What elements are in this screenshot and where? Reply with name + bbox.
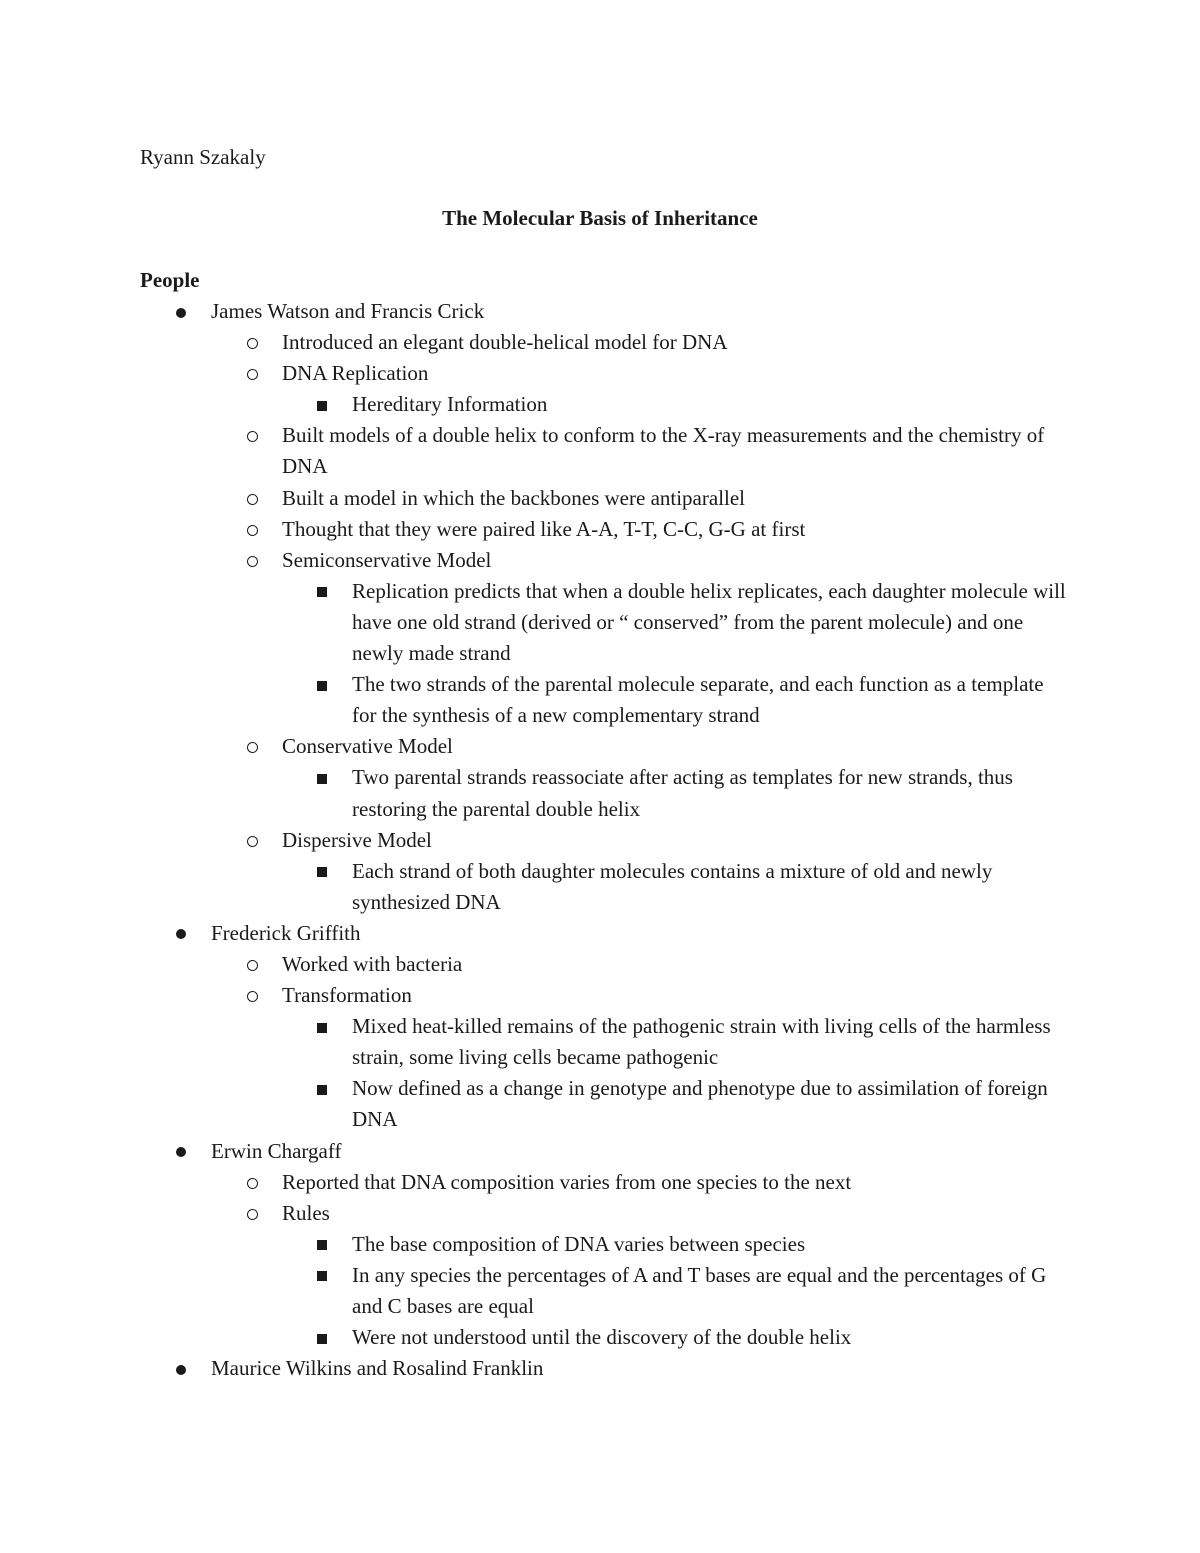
filled-square-bullet-icon [317, 762, 327, 793]
outline-item-level-2 [0, 358, 1072, 389]
document-title: The Molecular Basis of Inheritance [442, 206, 758, 230]
filled-square-bullet-icon [317, 576, 327, 607]
filled-square-bullet-icon [317, 1322, 327, 1353]
filled-circle-bullet-icon [176, 296, 186, 327]
outline-item-text: Worked with bacteria [282, 951, 463, 976]
outline-item-level-1 [0, 296, 1071, 327]
outline-item-text: Maurice Wilkins and Rosalind Franklin [211, 1356, 544, 1381]
outline-item-level-2 [0, 514, 1072, 545]
filled-square-bullet-icon [317, 1229, 327, 1260]
outline-item-level-3 [0, 1260, 1072, 1322]
outline-item-level-2 [0, 1167, 1072, 1198]
outline-item-text: The base composition of DNA varies between species [352, 1231, 806, 1256]
hollow-circle-bullet-icon [247, 327, 258, 358]
outline-item-level-1 [0, 1353, 1071, 1384]
outline-item-text: Frederick Griffith [211, 920, 361, 945]
hollow-circle-bullet-icon [247, 358, 258, 389]
notes-outline [0, 296, 1200, 1384]
filled-square-bullet-icon [317, 1073, 327, 1104]
hollow-circle-bullet-icon [247, 980, 258, 1011]
outline-item-level-2 [0, 545, 1072, 576]
outline-item-level-3 [0, 762, 1072, 824]
outline-item-level-3 [0, 1011, 1072, 1073]
filled-square-bullet-icon [317, 389, 327, 420]
filled-square-bullet-icon [317, 856, 327, 887]
hollow-circle-bullet-icon [247, 483, 258, 514]
outline-item-level-2 [0, 327, 1072, 358]
hollow-circle-bullet-icon [247, 545, 258, 576]
outline-item-level-2 [0, 949, 1072, 980]
outline-item-text: Two parental strands reassociate after acting as templates for new strands, thus restoring the parental double helix [352, 765, 1013, 821]
outline-item-level-2 [0, 1198, 1072, 1229]
outline-item-text: Conservative Model [282, 734, 453, 759]
outline-item-level-3 [0, 389, 1072, 420]
outline-item-text: Built a model in which the backbones were antiparallel [282, 485, 746, 510]
outline-item-level-1 [0, 1136, 1071, 1167]
outline-item-level-3 [0, 1322, 1072, 1353]
outline-item-level-2 [0, 731, 1072, 762]
hollow-circle-bullet-icon [247, 731, 258, 762]
outline-item-text: Hereditary Information [352, 392, 548, 417]
outline-item-level-3 [0, 669, 1072, 731]
hollow-circle-bullet-icon [247, 949, 258, 980]
outline-item-level-2 [0, 483, 1072, 514]
outline-item-text: Reported that DNA composition varies from one species to the next [282, 1169, 852, 1194]
outline-item-text: Now defined as a change in genotype and phenotype due to assimilation of foreign DNA [352, 1076, 1048, 1132]
outline-item-text: DNA Replication [282, 361, 429, 386]
author-name: Ryann Szakaly [140, 145, 266, 169]
outline-item-text: Were not understood until the discovery of the double helix [352, 1325, 852, 1350]
outline-item-level-3 [0, 1229, 1072, 1260]
outline-item-level-2 [0, 980, 1072, 1011]
outline-item-text: Erwin Chargaff [211, 1138, 342, 1163]
filled-square-bullet-icon [317, 1260, 327, 1291]
outline-item-text: Semiconservative Model [282, 547, 492, 572]
outline-item-text: Mixed heat-killed remains of the pathogenic strain with living cells of the harmless strain, some living cells became pathogenic [352, 1014, 1051, 1070]
hollow-circle-bullet-icon [247, 514, 258, 545]
hollow-circle-bullet-icon [247, 1167, 258, 1198]
outline-item-level-3 [0, 576, 1072, 669]
filled-square-bullet-icon [317, 669, 327, 700]
outline-item-text: Dispersive Model [282, 827, 432, 852]
hollow-circle-bullet-icon [247, 420, 258, 451]
outline-item-text: Each strand of both daughter molecules contains a mixture of old and newly synthesized DNA [352, 858, 993, 914]
outline-item-text: Replication predicts that when a double helix replicates, each daughter molecule will have one old strand (derived or “ conserved” from the parent molecule) and one newly made strand [352, 578, 1066, 666]
hollow-circle-bullet-icon [247, 1198, 258, 1229]
outline-item-level-1 [0, 918, 1071, 949]
hollow-circle-bullet-icon [247, 825, 258, 856]
outline-item-level-2 [0, 420, 1072, 482]
outline-item-text: In any species the percentages of A and T bases are equal and the percentages of G and C bases are equal [352, 1262, 1047, 1318]
filled-circle-bullet-icon [176, 1353, 186, 1384]
outline-item-text: Introduced an elegant double-helical model for DNA [282, 330, 728, 355]
filled-circle-bullet-icon [176, 1136, 186, 1167]
outline-item-text: Transformation [282, 983, 412, 1008]
outline-item-text: The two strands of the parental molecule separate, and each function as a template for the synthesis of a new complementary strand [352, 672, 1044, 728]
filled-circle-bullet-icon [176, 918, 186, 949]
outline-item-level-2 [0, 825, 1072, 856]
outline-item-text: Built models of a double helix to conform to the X-ray measurements and the chemistry of DNA [282, 423, 1045, 479]
outline-item-level-3 [0, 856, 1072, 918]
section-heading: People [140, 268, 200, 292]
outline-item-level-3 [0, 1073, 1072, 1135]
filled-square-bullet-icon [317, 1011, 327, 1042]
outline-item-text: Thought that they were paired like A-A, T-T, C-C, G-G at first [282, 516, 806, 541]
outline-item-text: James Watson and Francis Crick [211, 299, 485, 323]
outline-item-text: Rules [282, 1200, 330, 1225]
